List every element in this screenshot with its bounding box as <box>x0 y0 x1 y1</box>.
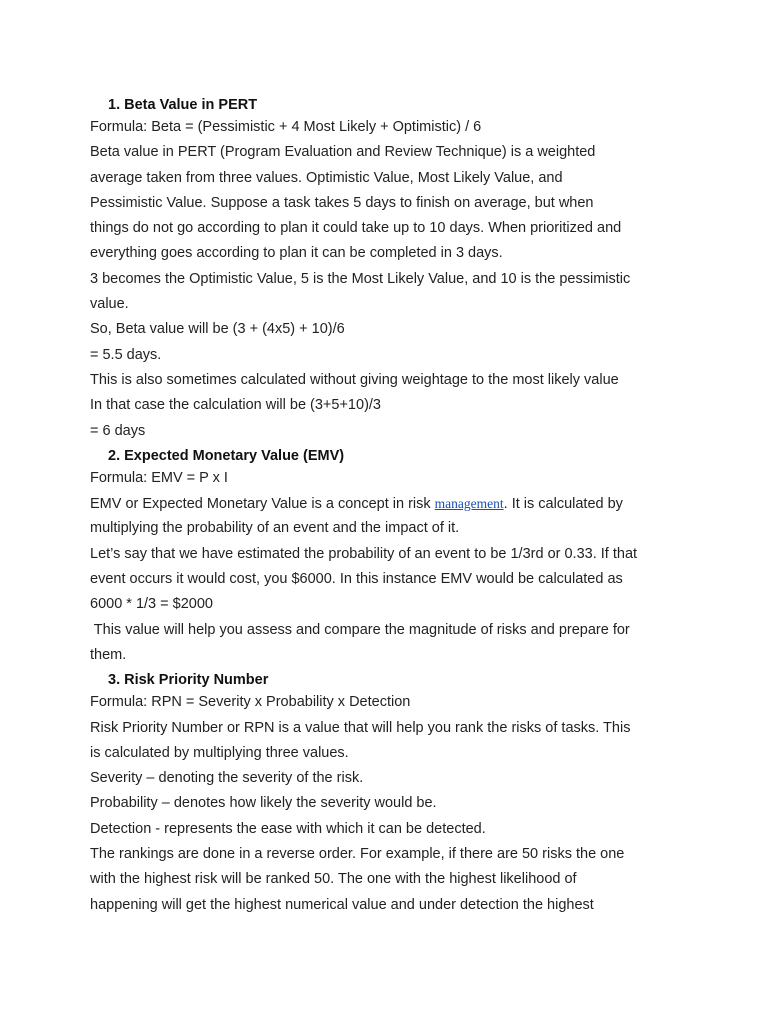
formula-line: Formula: RPN = Severity x Probability x Detection <box>90 694 411 711</box>
text-line: In that case the calculation will be (3+5+10)/3 <box>90 397 381 414</box>
text-line: Let’s say that we have estimated the probability of an event to be 1/3rd or 0.33. If that <box>90 545 638 562</box>
text-line: Probability – denotes how likely the severity would be. <box>90 795 437 812</box>
text-line: is calculated by multiplying three values. <box>90 744 349 761</box>
text-line: happening will get the highest numerical value and under detection the highest <box>90 896 594 913</box>
text-line: This is also sometimes calculated without giving weightage to the most likely value <box>90 371 619 388</box>
text-line: everything goes according to plan it can be completed in 3 days. <box>90 245 503 262</box>
text-line: with the highest risk will be ranked 50. The one with the highest likelihood of <box>90 871 577 888</box>
section-heading-emv: 2. Expected Monetary Value (EMV) <box>108 447 345 464</box>
text-line: Severity – denoting the severity of the risk. <box>90 770 364 787</box>
formula-line: Formula: EMV = P x I <box>90 469 228 486</box>
text-line: This value will help you assess and compare the magnitude of risks and prepare for <box>90 621 630 638</box>
text-line: average taken from three values. Optimistic Value, Most Likely Value, and <box>90 169 563 186</box>
text-line: Beta value in PERT (Program Evaluation and Review Technique) is a weighted <box>90 144 596 161</box>
text-segment: EMV or Expected Monetary Value is a concept in risk <box>90 496 435 513</box>
text-line: Risk Priority Number or RPN is a value that will help you rank the risks of tasks. This <box>90 719 631 736</box>
text-line: them. <box>90 646 127 663</box>
text-line: = 5.5 days. <box>90 346 162 363</box>
text-line: 3 becomes the Optimistic Value, 5 is the Most Likely Value, and 10 is the pessimistic <box>90 270 631 287</box>
text-line: 6000 * 1/3 = $2000 <box>90 596 213 613</box>
text-line: multiplying the probability of an event and the impact of it. <box>90 520 460 537</box>
text-line: Pessimistic Value. Suppose a task takes 5 days to finish on average, but when <box>90 194 594 211</box>
section-heading-beta: 1. Beta Value in PERT <box>108 97 258 113</box>
text-line: event occurs it would cost, you $6000. In this instance EMV would be calculated as <box>90 571 623 588</box>
text-segment: . It is calculated by <box>503 496 623 513</box>
text-line: value. <box>90 296 129 313</box>
text-line-with-link <box>90 491 730 516</box>
section-heading-rpn: 3. Risk Priority Number <box>108 672 269 689</box>
text-line: Detection - represents the ease with which it can be detected. <box>90 820 486 837</box>
management-link[interactable]: management <box>434 496 504 512</box>
text-line: Formula: Beta = (Pessimistic + 4 Most Likely + Optimistic) / 6 <box>90 119 482 135</box>
text-line: = 6 days <box>90 422 146 439</box>
document-body <box>90 93 730 918</box>
text-line: things do not go according to plan it could take up to 10 days. When prioritized and <box>90 220 622 237</box>
text-line: So, Beta value will be (3 + (4x5) + 10)/6 <box>90 321 345 338</box>
text-line: The rankings are done in a reverse order. For example, if there are 50 risks the one <box>90 846 625 863</box>
